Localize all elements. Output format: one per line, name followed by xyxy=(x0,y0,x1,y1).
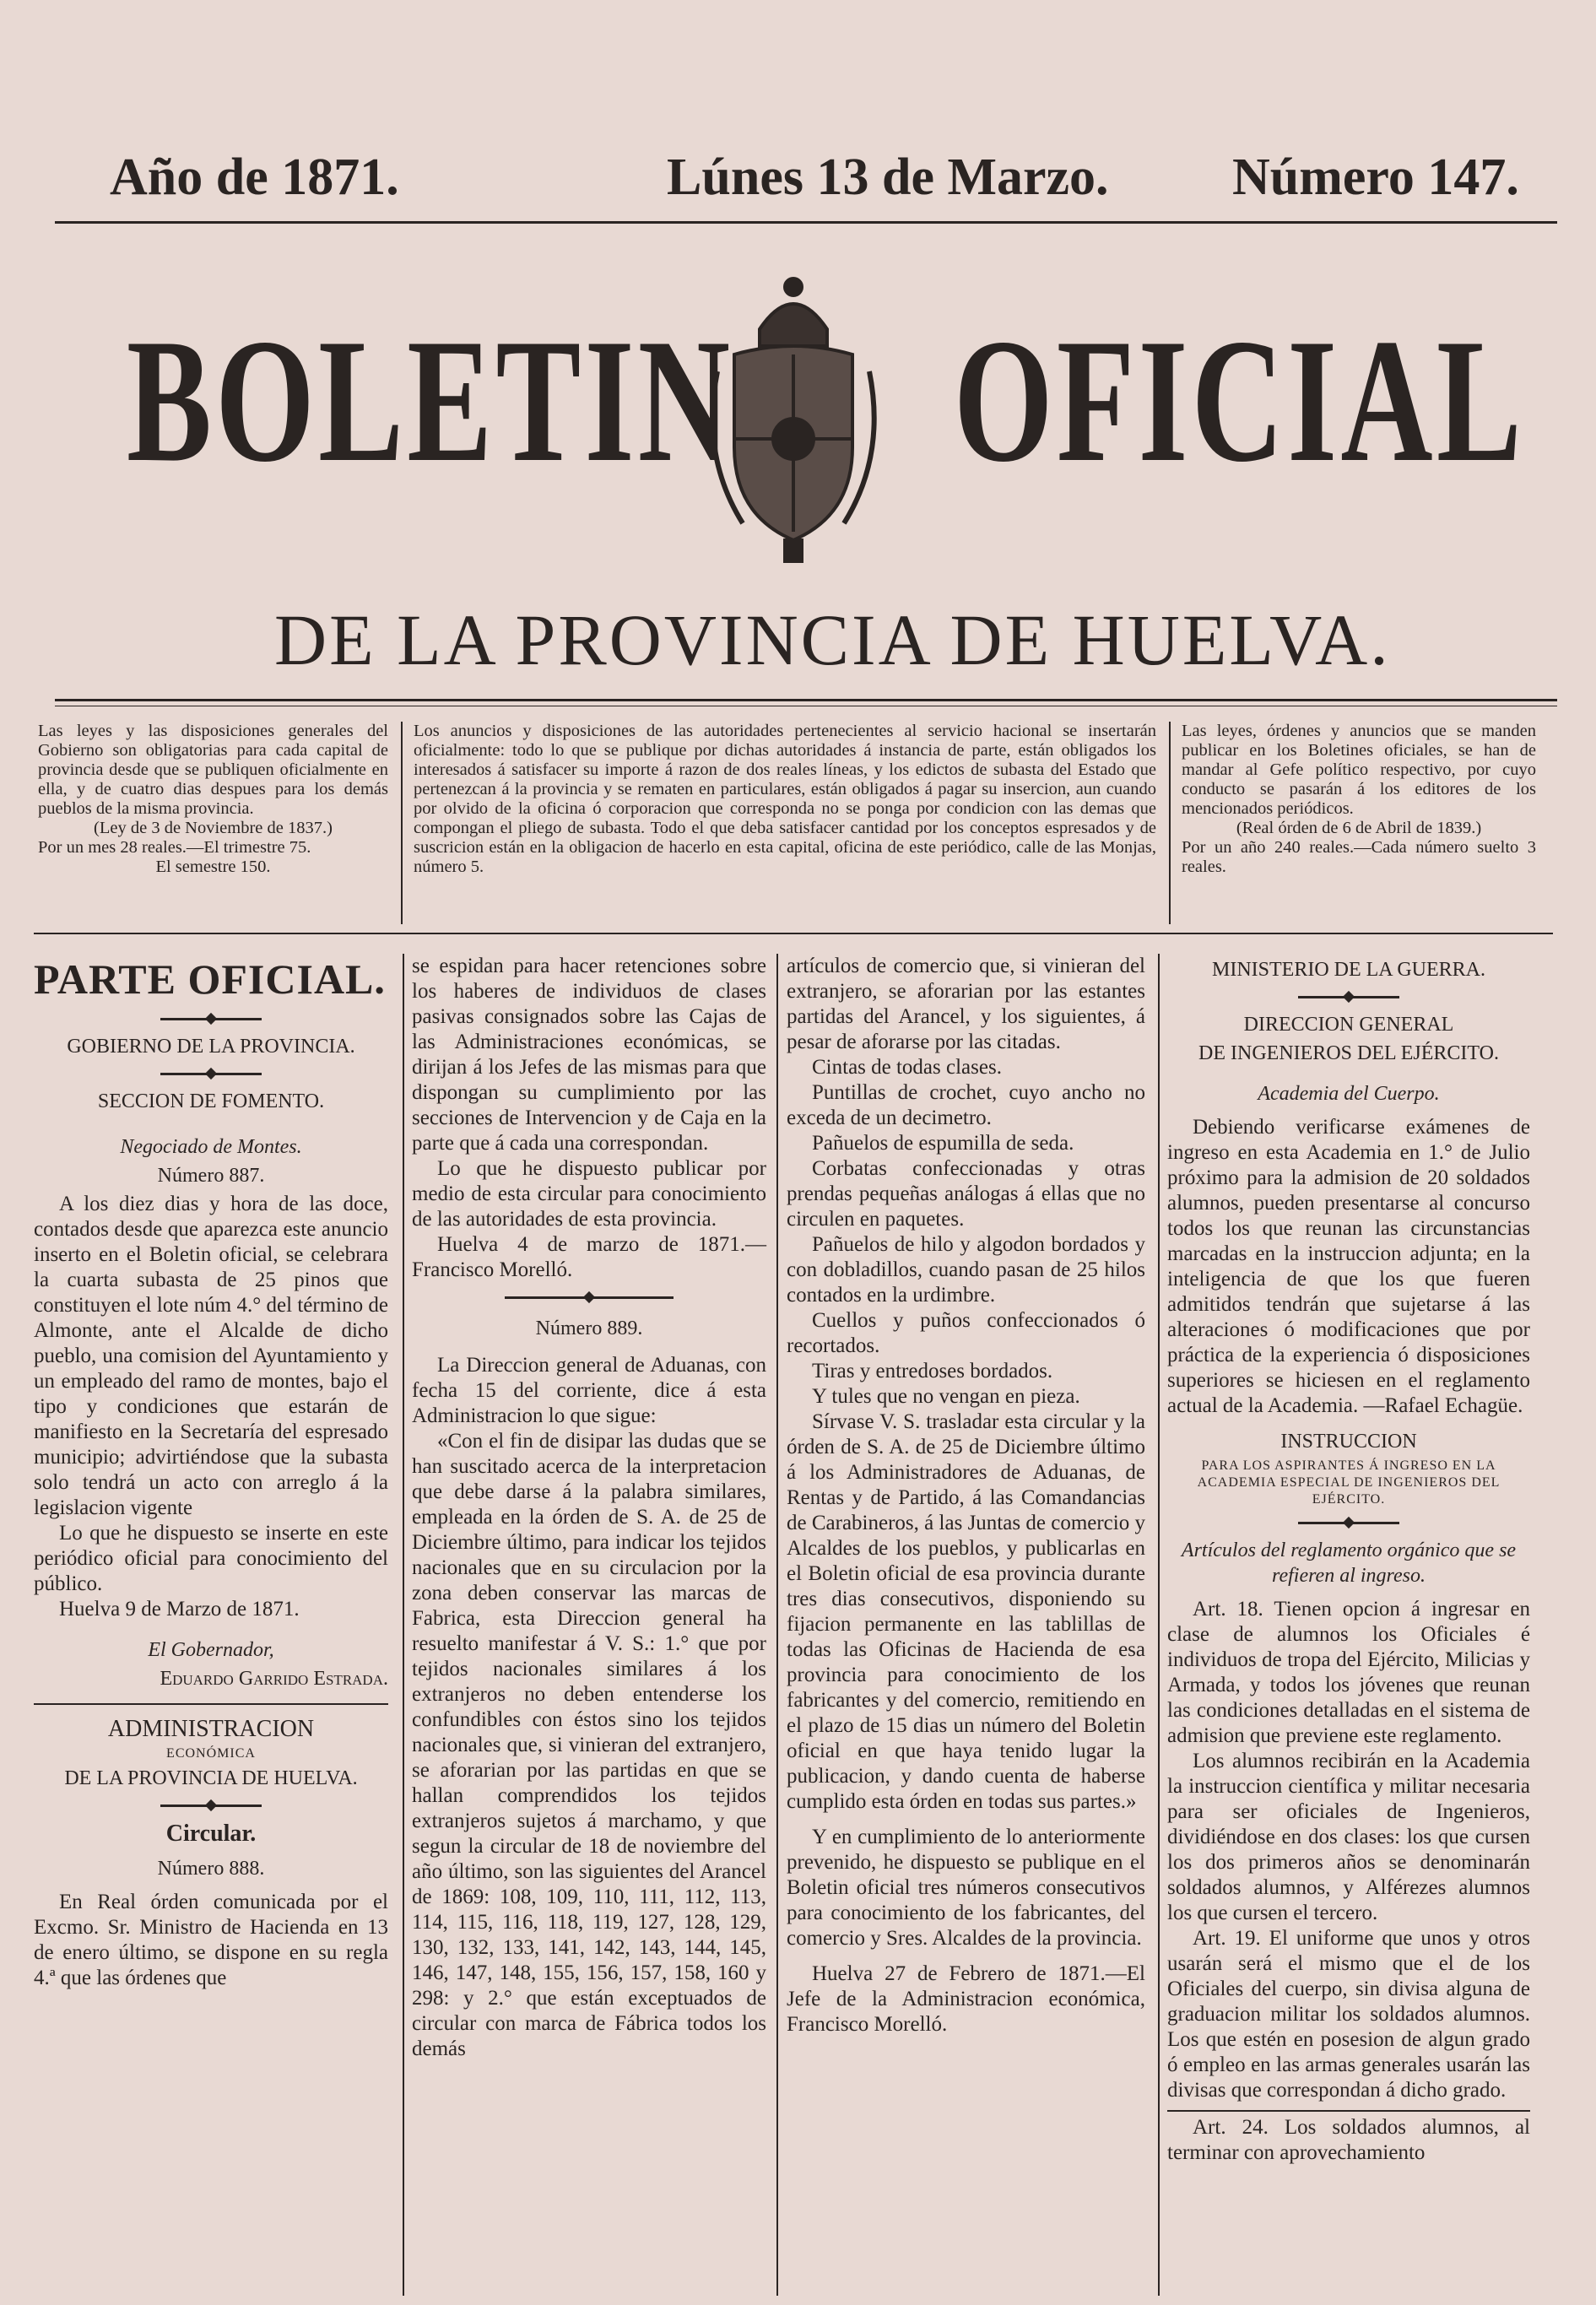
title-left-word: BOLETIN xyxy=(127,303,734,499)
cumplimiento-paragraph: Y en cumplimiento de lo anteriormente prevenido, he dispuesto se publique en el Boletin oficial tres números consecutivos para conocimiento de los fabricantes, del comercio y Sres. Alcaldes de la provincia. xyxy=(787,1826,1145,1950)
ornament-divider xyxy=(1298,1522,1399,1524)
column-divider-3 xyxy=(1158,954,1160,2296)
ornament-divider xyxy=(1298,996,1399,998)
column-1 xyxy=(34,954,388,1991)
notice-right-order: (Real órden de 6 de Abril de 1839.) xyxy=(1236,819,1482,837)
item-tiras: Tiras y entredoses bordados. xyxy=(812,1360,1053,1382)
item-tules: Y tules que no vengan en pieza. xyxy=(812,1385,1080,1408)
ornament-divider xyxy=(160,1073,262,1075)
date-line: Huelva 9 de Marzo de 1871. xyxy=(59,1598,300,1621)
art-18-paragraph: Art. 18. Tienen opcion á ingresar en clase de alumnos los Oficiales é individuos de tropa del Ejército, Milicias y Armada, y todos los jóvenes que reunan las condiciones detalladas en el sistema de admision que previene este reglamento. xyxy=(1167,1598,1530,1747)
examenes-paragraph: Debiendo verificarse exámenes de ingreso en esta Academia en 1.° de Julio próximo para la admision de 20 soldados alumnos, pueden presentarse al concurso todos los que reunan las circunstancias marcadas en la instruccion adjunta; en la inteligencia de que los que fueren admitidos tendrán que sujetarse á las alteraciones ó modificaciones que por práctica de la experiencia ó disposiciones superiores se hiciesen en el reglamento actual de la Academia. —Rafael Echagüe. xyxy=(1167,1116,1530,1417)
academia-heading: Academia del Cuerpo. xyxy=(1258,1083,1440,1105)
column-divider-1 xyxy=(403,954,404,2296)
admin-province: DE LA PROVINCIA DE HUELVA. xyxy=(64,1767,358,1789)
item-cuellos: Cuellos y puños confeccionados ó recortados. xyxy=(787,1309,1145,1357)
sirvase-paragraph: Sírvase V. S. trasladar esta circular y la órden de S. A. de 25 de Diciembre último á los Administradores de Aduanas, de Rentas y de Partido, á las Comandancias de Carabineros, á las Juntas de comercio y Alcaldes de los pueblos, y publicarlas en el Boletin oficial de esa provincia durante tres dias consecutivos, disponiendo su fijacion permanente en las tablillas de todas las Oficinas de Hacienda de esa provincia para conocimiento de los fabricantes y del comercio, remitiendo en el plazo de 15 dias un número del Boletin oficial en que haya tenido lugar la publicacion, y dando cuenta de haberse cumplido esta órden en todas sus partes.» xyxy=(787,1410,1145,1813)
circular-heading: Circular. xyxy=(165,1821,257,1847)
notice-left-text: Las leyes y las disposiciones generales del Gobierno son obligatorias para cada capital de provincia desde que se publiquen oficialmente en ella, y de cuatro dias despues para los demás pueblos de la misma provincia. xyxy=(38,722,388,818)
ornament-divider xyxy=(505,1296,674,1299)
notice-right xyxy=(1182,722,1536,877)
instruccion-sub: PARA LOS ASPIRANTES Á INGRESO EN LA ACADEMIA ESPECIAL DE INGENIEROS DEL EJÉRCITO. xyxy=(1197,1458,1501,1507)
masthead-rule xyxy=(55,221,1557,224)
body-top-rule xyxy=(34,933,1553,934)
ornament-divider xyxy=(160,1805,262,1807)
signer-name: Eduardo Garrido Estrada. xyxy=(160,1668,388,1690)
insert-paragraph: Lo que he dispuesto se inserte en este periódico oficial para conocimiento del público. xyxy=(34,1522,388,1595)
signer-title: El Gobernador, xyxy=(148,1639,274,1661)
seccion-heading: SECCION DE FOMENTO. xyxy=(97,1090,325,1112)
notice-left-semester: El semestre 150. xyxy=(155,858,271,876)
art-24-paragraph: Art. 24. Los soldados alumnos, al terminar con aprovechamiento xyxy=(1167,2116,1530,2164)
item-puntillas: Puntillas de crochet, cuyo ancho no exceda de un decimetro. xyxy=(787,1081,1145,1129)
similares-paragraph: «Con el fin de disipar las dudas que se han suscitado acerca de la interpretacion que debe darse á la palabra similares, empleada en la órden de S. A. de 25 de Diciembre último, para indicar los tejidos nacionales que en su circulacion por la zona deben conservar las marcas de Fabrica, esta Direccion general ha resuelto manifestar á V. S.: 1.° que por tejidos nacionales similares á los extranjeros no deben entenderse los confundibles con éstos sino los tejidos nacionales que, si vinieran del extranjero, se aforarian por las partidas en que se hallan comprendidos los tejidos extranjeros sujetos á marchamo, y que segun la circular de 18 de noviembre del año último, son las siguientes del Arancel de 1869: 108, 109, 110, 111, 112, 113, 114, 115, 116, 118, 119, 127, 128, 129, 130, 132, 133, 141, 142, 143, 144, 145, 146, 147, 148, 155, 156, 157, 158, 160 y 298: y 2.° que están exceptuados de circular con marca de Fábrica todos los demás xyxy=(412,1430,766,2060)
art-18b-paragraph: Los alumnos recibirán en la Academia la instruccion científica y militar necesaria para ser oficiales de Ingenieros, dividiéndose en dos clases: los que cursen los dos primeros años se denominarán soldados alumnos, y Alférezes alumnos los que cursen el tercero. xyxy=(1167,1750,1530,1924)
date-label: Lúnes 13 de Marzo. xyxy=(667,149,1109,206)
item-panuelos-hilo: Pañuelos de hilo y algodon bordados y con dobladillos, cuando pasan de 25 hilos contados en la urdimbre. xyxy=(787,1233,1145,1307)
item-panuelos-seda: Pañuelos de espumilla de seda. xyxy=(812,1132,1074,1155)
numero-887: Número 887. xyxy=(157,1165,265,1187)
column-4 xyxy=(1167,954,1530,2166)
item-corbatas: Corbatas confeccionadas y otras prendas pequeñas análogas á ellas que no circulen en paquetes. xyxy=(787,1157,1145,1231)
item-cintas: Cintas de todas clases. xyxy=(812,1056,1002,1079)
notices-top-rule xyxy=(55,699,1557,701)
ornament-divider xyxy=(160,1018,262,1020)
direccion-heading-1: DIRECCION GENERAL xyxy=(1243,1014,1454,1036)
notice-right-prices: Por un año 240 reales.—Cada número suelto 3 reales. xyxy=(1182,838,1536,876)
issue-number: Número 147. xyxy=(1232,149,1519,206)
column-2 xyxy=(412,954,766,2062)
notice-divider-2 xyxy=(1169,722,1171,924)
notice-divider-1 xyxy=(401,722,403,924)
subasta-paragraph: A los diez dias y hora de las doce, contados desde que aparezca este anuncio inserto en el Boletin oficial, se celebrara la cuarta subasta de 25 pinos que constituyen el lote núm 4.° del término de Almonte, ante el Alcalde de dicho pueblo, una comision del Ayuntamiento y un empleado del ramo de montes, bajo el tipo y condiciones que estarán de manifiesto en la Secretaría del espresado municipio; advirtiéndose que la subasta solo tendrá un acto con arreglo á la legislacion vigente xyxy=(34,1193,388,1519)
subtitle: DE LA PROVINCIA DE HUELVA. xyxy=(274,599,1391,680)
admin-sub: ECONÓMICA xyxy=(166,1746,256,1761)
ministerio-heading: MINISTERIO DE LA GUERRA. xyxy=(1212,959,1485,981)
notice-left-prices: Por un mes 28 reales.—El trimestre 75. xyxy=(38,838,311,857)
section-rule xyxy=(34,1703,388,1705)
year-label: Año de 1871. xyxy=(110,149,399,206)
notice-center xyxy=(414,722,1156,877)
notice-left-law: (Ley de 3 de Noviembre de 1837.) xyxy=(94,819,333,837)
column-divider-2 xyxy=(776,954,778,2296)
publicar-paragraph: Lo que he dispuesto publicar por medio de esta circular para conocimiento de las autoridades de esta provincia. xyxy=(412,1157,766,1231)
huelva-27-line: Huelva 27 de Febrero de 1871.—El Jefe de la Administracion económica, Francisco Morelló. xyxy=(787,1962,1145,2036)
real-orden-paragraph: En Real órden comunicada por el Excmo. Sr. Ministro de Hacienda en 13 de enero último, se dispone en su regla 4.ª que las órdenes que xyxy=(34,1891,388,1989)
admin-heading: ADMINISTRACION xyxy=(107,1716,315,1742)
negociado-heading: Negociado de Montes. xyxy=(120,1136,302,1158)
notice-right-text: Las leyes, órdenes y anuncios que se manden publicar en los Boletines oficiales, se han de mandar al Gefe político respectivo, por cuyo conducto se pasarán á los editores de los mencionados periódicos. xyxy=(1182,722,1536,818)
direccion-heading-2: DE INGENIEROS DEL EJÉRCITO. xyxy=(1198,1042,1499,1064)
articulos-heading: Artículos del reglamento orgánico que se refieren al ingreso. xyxy=(1181,1539,1517,1587)
royal-coat-of-arms-icon xyxy=(709,270,878,574)
huelva-4-line: Huelva 4 de marzo de 1871.—Francisco Morelló. xyxy=(412,1233,766,1281)
articulos-paragraph: artículos de comercio que, si vinieran del extranjero, se aforarian por las estantes partidas del Arancel, y los siguientes, á pesar de aforarse por las citadas. xyxy=(787,955,1145,1053)
notice-center-text: Los anuncios y disposiciones de las autoridades pertenecientes al servicio hacional se insertarán oficialmente: todo lo que se publique por dichas autoridades á instancia de parte, están obligados los interesados á satisfacer su importe á razon de dos reales líneas, y los edictos de subasta del Estado que pertenezcan á la provincia y se rematen en particulares, están obligados á pagar su insercion, aun cuando por olvido de la oficina ó corporacion que corresponda no se ponga por condicion con las demas que compongan el pliego de subasta. Todo el que deba satisfacer cantidad por los conceptos espresados y de suscricion están en la obligacion de hacerlo en esta capital, oficina de este periódico, calle de las Monjas, número 5. xyxy=(414,722,1156,876)
numero-889: Número 889. xyxy=(535,1318,643,1339)
instruccion-heading: INSTRUCCION xyxy=(1280,1431,1417,1453)
direccion-aduanas-paragraph: La Direccion general de Aduanas, con fecha 15 del corriente, dice á esta Administracion lo que sigue: xyxy=(412,1354,766,1427)
parte-oficial-heading: PARTE OFICIAL. xyxy=(34,955,386,1003)
column-3 xyxy=(787,954,1145,2037)
title-right-word: OFICIAL xyxy=(954,303,1526,499)
notice-left xyxy=(38,722,388,877)
masthead-row xyxy=(110,148,1519,224)
retenciones-paragraph: se espidan para hacer retenciones sobre los haberes de individuos de clases pasivas consignados sobre las Cajas de las Administraciones económicas, se dirijan á los Jefes de las mismas para que dispongan su cumplimiento por las secciones de Intervencion y de Caja en la parte que á cada una correspondan. xyxy=(412,955,766,1155)
dotted-rule xyxy=(1167,2110,1530,2112)
numero-888: Número 888. xyxy=(157,1858,265,1880)
gobierno-heading: GOBIERNO DE LA PROVINCIA. xyxy=(67,1036,355,1058)
art-19-paragraph: Art. 19. El uniforme que unos y otros usarán será el mismo que el de los Oficiales del cuerpo, sin divisa alguna de graduacion militar los soldados alumnos. Los que estén en posesion de algun grado ó empleo en las armas generales usarán las divisas que correspondan á dicho grado. xyxy=(1167,1927,1530,2102)
